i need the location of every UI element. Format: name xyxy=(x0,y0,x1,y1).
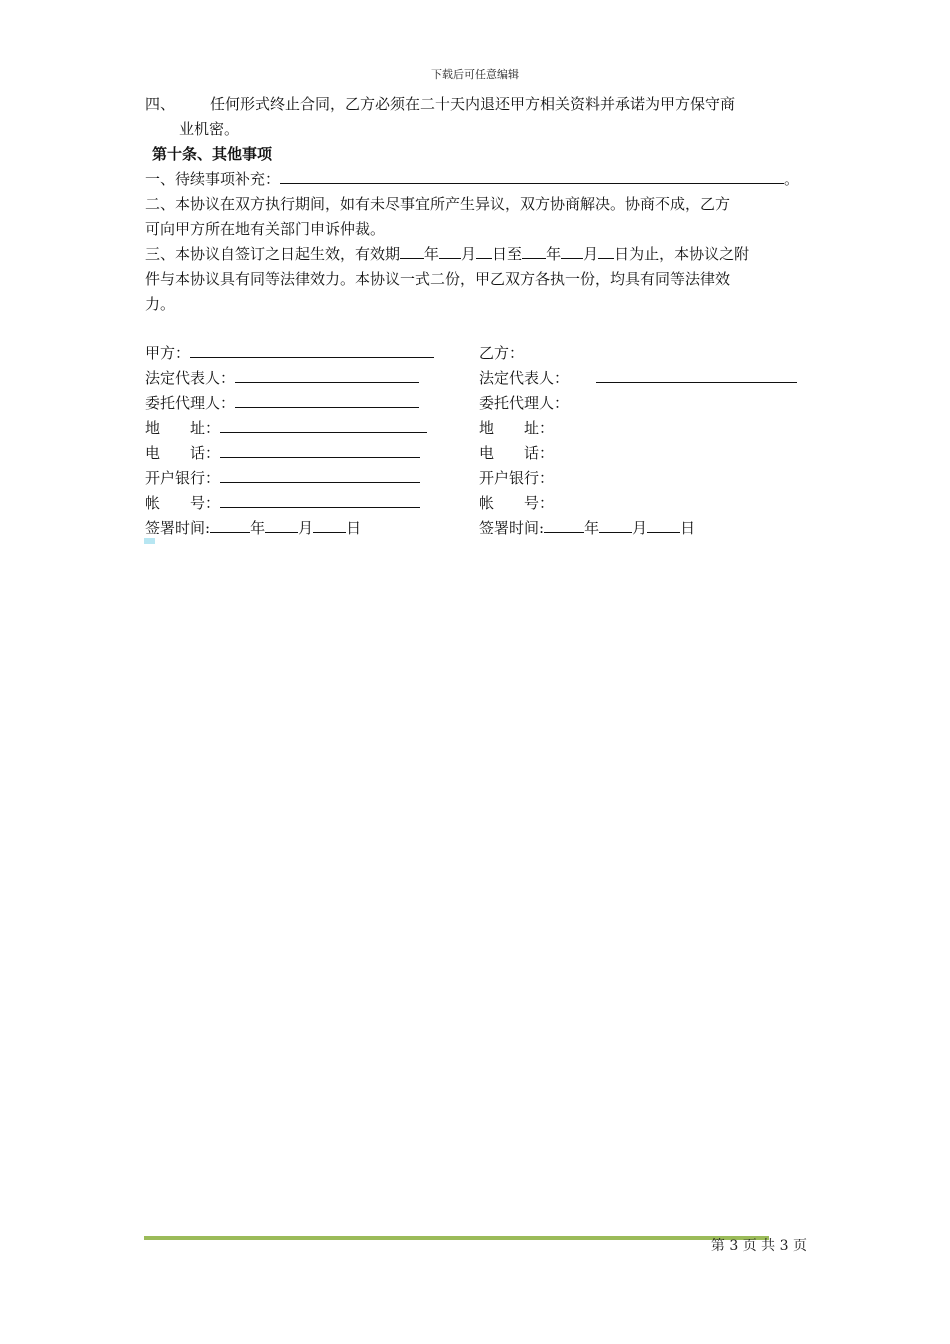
party-a-account xyxy=(145,491,420,516)
month-label: 月 xyxy=(461,245,477,263)
item1-label: 一、待续事项补充： xyxy=(145,170,281,188)
clause10-item2-line2: 可向甲方所在地有关部门申诉仲裁。 xyxy=(145,220,386,238)
field-label: 委托代理人： xyxy=(479,394,570,412)
sig-row-address xyxy=(145,416,807,441)
month-blank[interactable] xyxy=(599,516,632,533)
day-label: 日 xyxy=(346,519,362,537)
supplement-blank[interactable] xyxy=(280,167,784,184)
field-label: 甲方： xyxy=(145,344,191,362)
year-blank[interactable] xyxy=(544,516,584,533)
day-label: 日 xyxy=(680,519,696,537)
year-label: 年 xyxy=(424,245,440,263)
party-b-bank xyxy=(479,466,554,491)
clause9-item4 xyxy=(145,92,807,117)
field-label: 地 址： xyxy=(145,419,221,437)
clause10-title: 第十条、其他事项 xyxy=(152,145,273,163)
text-cursor-marker xyxy=(144,538,155,544)
party-a-address-blank[interactable] xyxy=(220,416,427,433)
page-header: 下载后可任意编辑 xyxy=(431,68,519,81)
field-label: 法定代表人： xyxy=(479,369,570,387)
field-label: 法定代表人： xyxy=(145,369,236,387)
sig-row-legal-rep xyxy=(145,366,807,391)
month-blank[interactable] xyxy=(265,516,298,533)
field-label: 签署时间: xyxy=(479,519,545,537)
clause10-item3-line3: 力。 xyxy=(145,295,176,313)
field-label: 委托代理人： xyxy=(145,394,236,412)
field-label: 电 话： xyxy=(145,444,221,462)
party-b-date xyxy=(479,516,695,541)
day-label: 日为止，本协议之附 xyxy=(614,245,750,263)
field-label: 帐 号： xyxy=(479,494,555,512)
sig-row-account xyxy=(145,491,807,516)
day-blank[interactable] xyxy=(313,516,346,533)
party-a-legal-rep xyxy=(145,366,419,391)
party-b-legal-rep-blank[interactable] xyxy=(596,366,797,383)
party-b-address xyxy=(479,416,554,441)
document-body xyxy=(145,92,807,317)
year-label: 年 xyxy=(584,519,600,537)
field-label: 地 址： xyxy=(479,419,555,437)
party-a-address xyxy=(145,416,427,441)
clause10-item2-line1: 二、本协议在双方执行期间，如有未尽事宜所产生异议，双方协商解决。协商不成，乙方 xyxy=(145,195,731,213)
party-a-agent xyxy=(145,391,419,416)
party-b-phone xyxy=(479,441,554,466)
clause10-item3-line2: 件与本协议具有同等法律效力。本协议一式二份，甲乙双方各执一份，均具有同等法律效 xyxy=(145,270,731,288)
party-a-bank xyxy=(145,466,420,491)
day-blank[interactable] xyxy=(647,516,680,533)
year-label: 年 xyxy=(546,245,562,263)
field-label: 乙方： xyxy=(479,344,525,362)
item-text-cont: 业机密。 xyxy=(179,120,240,138)
field-label: 电 话： xyxy=(479,444,555,462)
end-month-blank[interactable] xyxy=(561,242,583,259)
month-label: 月 xyxy=(583,245,599,263)
party-a-phone xyxy=(145,441,420,466)
item-text: 任何形式终止合同，乙方必须在二十天内退还甲方相关资料并承诺为甲方保守商 xyxy=(210,95,736,113)
clause10-item3-line1 xyxy=(145,242,807,267)
party-b-account xyxy=(479,491,554,516)
sig-row-phone xyxy=(145,441,807,466)
end-day-blank[interactable] xyxy=(598,242,614,259)
month-label: 月 xyxy=(632,519,648,537)
party-a-date xyxy=(145,516,361,541)
footer-rule xyxy=(144,1236,769,1240)
party-a-phone-blank[interactable] xyxy=(220,441,420,458)
field-label: 签署时间: xyxy=(145,519,211,537)
field-label: 开户银行： xyxy=(479,469,555,487)
item3-text: 三、本协议自签订之日起生效，有效期 xyxy=(145,245,401,263)
start-day-blank[interactable] xyxy=(476,242,492,259)
start-year-blank[interactable] xyxy=(400,242,424,259)
sig-row-party xyxy=(145,341,807,366)
start-month-blank[interactable] xyxy=(439,242,461,259)
month-label: 月 xyxy=(298,519,314,537)
party-a-legal-rep-blank[interactable] xyxy=(235,366,419,383)
sig-row-date xyxy=(145,516,807,541)
field-label: 帐 号： xyxy=(145,494,221,512)
field-label: 开户银行： xyxy=(145,469,221,487)
party-b-field xyxy=(479,341,524,366)
party-a-field xyxy=(145,341,434,366)
year-blank[interactable] xyxy=(210,516,250,533)
day-label: 日至 xyxy=(492,245,523,263)
party-a-name-blank[interactable] xyxy=(190,341,434,358)
item-number: 四、 xyxy=(145,95,176,113)
item1-end: 。 xyxy=(784,170,800,188)
end-year-blank[interactable] xyxy=(522,242,546,259)
signature-block xyxy=(145,341,807,541)
clause10-item1 xyxy=(145,167,807,192)
party-b-agent xyxy=(479,391,569,416)
party-a-agent-blank[interactable] xyxy=(235,391,419,408)
party-a-account-blank[interactable] xyxy=(220,491,420,508)
sig-row-bank xyxy=(145,466,807,491)
sig-row-agent xyxy=(145,391,807,416)
page-number: 第 3 页 共 3 页 xyxy=(710,1238,807,1254)
party-b-legal-rep xyxy=(479,366,797,391)
party-a-bank-blank[interactable] xyxy=(220,466,420,483)
year-label: 年 xyxy=(250,519,266,537)
